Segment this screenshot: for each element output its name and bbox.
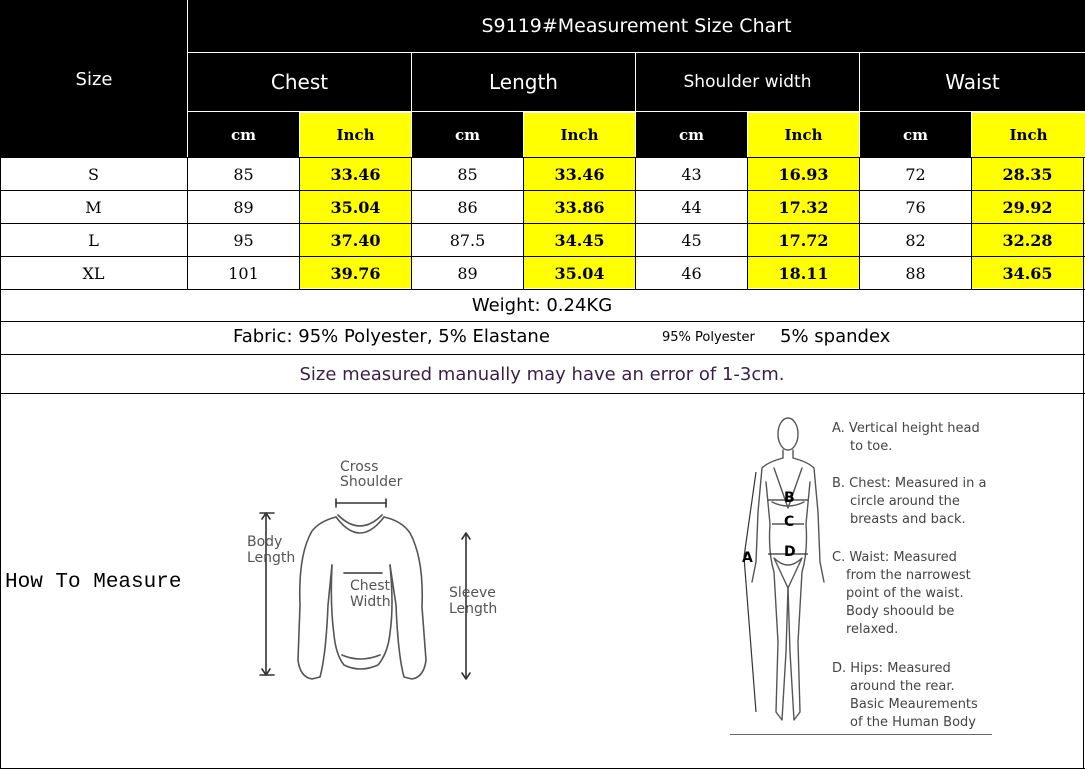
table-cell: 95 xyxy=(233,231,254,250)
fabric-extra: 5% spandex xyxy=(780,326,891,347)
divider xyxy=(0,256,1085,257)
unit-inch: Inch xyxy=(300,113,411,157)
table-cell: 89 xyxy=(233,198,254,217)
legend-c: C. Waist: Measured from the narrowest point of the waist. Body shoould be relaxed. xyxy=(832,550,971,637)
fabric-main: Fabric: 95% Polyester, 5% Elastane xyxy=(233,326,550,347)
table-cell: 39.76 xyxy=(330,263,381,283)
chest-width-label: Chest Width xyxy=(350,578,391,610)
table-cell: 46 xyxy=(681,263,702,283)
size-label: S xyxy=(88,165,99,184)
unit-cm: cm xyxy=(412,112,523,157)
divider xyxy=(299,157,300,289)
table-cell: 76 xyxy=(905,198,926,217)
unit-inch: Inch xyxy=(972,113,1085,157)
table-cell: 32.28 xyxy=(1002,231,1053,250)
garment-diagram xyxy=(240,455,510,690)
legend-a: A. Vertical height head to toe. xyxy=(832,421,980,454)
size-header: Size xyxy=(75,68,113,90)
divider xyxy=(971,157,972,289)
group-length: Length xyxy=(412,53,635,111)
table-cell: 88 xyxy=(905,263,926,283)
group-chest: Chest xyxy=(188,53,411,111)
size-label: L xyxy=(88,231,99,250)
divider xyxy=(187,157,188,289)
table-cell: 33.86 xyxy=(554,198,605,217)
marker-c: C xyxy=(784,514,795,530)
table-cell: 17.72 xyxy=(778,231,829,250)
table-cell: 72 xyxy=(905,165,926,184)
marker-a: A xyxy=(742,550,753,566)
table-cell: 16.93 xyxy=(778,165,829,184)
table-cell: 33.46 xyxy=(330,165,381,184)
how-to-measure-label: How To Measure xyxy=(5,571,182,594)
divider xyxy=(0,321,1085,322)
body-diagram xyxy=(738,412,828,737)
size-label: XL xyxy=(82,263,105,283)
table-cell: 45 xyxy=(681,231,702,250)
divider xyxy=(411,157,412,289)
table-cell: 89 xyxy=(457,263,478,283)
legend-d: D. Hips: Measured around the rear. Basic Meaurements of the Human Body xyxy=(832,661,978,730)
table-cell: 43 xyxy=(681,165,702,184)
group-waist: Waist xyxy=(860,53,1085,111)
table-cell: 34.65 xyxy=(1002,263,1053,283)
divider xyxy=(859,157,860,289)
body-length-label: Body Length xyxy=(247,534,296,566)
divider xyxy=(523,157,524,289)
table-cell: 85 xyxy=(457,165,478,184)
table-cell: 33.46 xyxy=(554,165,605,184)
divider xyxy=(0,190,1085,191)
error-note: Size measured manually may have an error of 1-3cm. xyxy=(299,363,785,385)
baseline xyxy=(730,734,992,735)
table-cell: 34.45 xyxy=(554,231,605,250)
size-label: M xyxy=(85,198,102,217)
divider xyxy=(0,393,1085,394)
divider xyxy=(747,157,748,289)
legend-b: B. Chest: Measured in a circle around the breasts and back. xyxy=(832,476,987,527)
divider xyxy=(0,157,1,769)
table-cell: 101 xyxy=(228,263,259,283)
divider xyxy=(0,354,1085,355)
weight-row: Weight: 0.24KG xyxy=(471,295,613,316)
table-cell: 37.40 xyxy=(330,231,381,250)
sleeve-length-label: Sleeve Length xyxy=(449,585,498,617)
table-cell: 87.5 xyxy=(449,231,486,250)
table-cell: 85 xyxy=(233,165,254,184)
table-cell: 35.04 xyxy=(330,198,381,217)
table-cell: 35.04 xyxy=(554,263,605,283)
divider xyxy=(0,157,1085,158)
fabric-small: 95% Polyester xyxy=(662,330,755,345)
chart-title: S9119#Measurement Size Chart xyxy=(188,0,1085,52)
table-cell: 44 xyxy=(681,198,702,217)
table-cell: 28.35 xyxy=(1002,165,1053,184)
marker-d: D xyxy=(784,544,796,560)
divider xyxy=(635,157,636,289)
unit-inch: Inch xyxy=(748,113,859,157)
table-cell: 29.92 xyxy=(1002,198,1053,217)
table-cell: 17.32 xyxy=(778,198,829,217)
divider xyxy=(0,768,1085,769)
unit-cm: cm xyxy=(860,112,971,157)
group-shoulder: Shoulder width xyxy=(636,53,859,111)
cross-shoulder-label: Cross Shoulder xyxy=(340,459,403,490)
table-cell: 82 xyxy=(905,231,926,250)
divider xyxy=(0,223,1085,224)
unit-cm: cm xyxy=(636,112,747,157)
unit-cm: cm xyxy=(188,112,299,157)
divider xyxy=(1083,157,1084,769)
table-cell: 86 xyxy=(457,198,478,217)
marker-b: B xyxy=(784,490,795,506)
unit-inch: Inch xyxy=(524,113,635,157)
table-cell: 18.11 xyxy=(778,263,829,283)
